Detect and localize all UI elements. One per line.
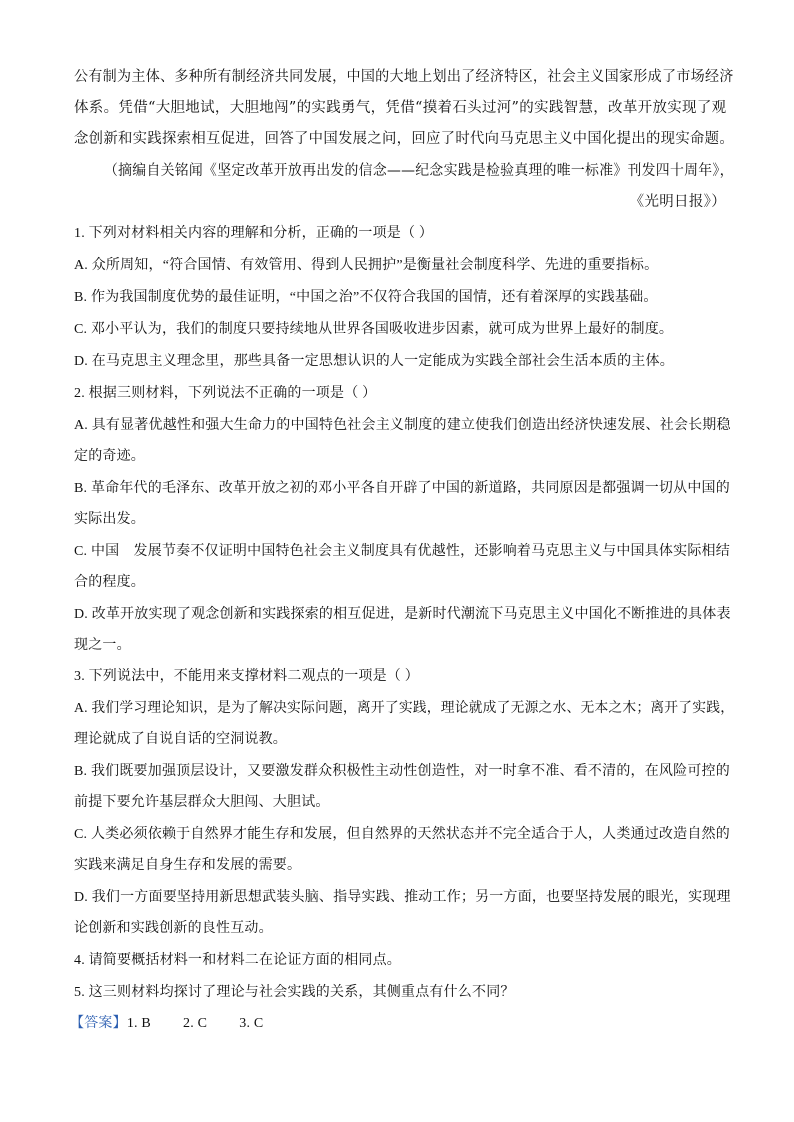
question-5-stem: 5. 这三则材料均探讨了理论与社会实践的关系，其侧重点有什么不同？ xyxy=(74,985,515,1000)
passage-line-3: 念创新和实践探索相互促进，回答了中国发展之问，回应了时代向马克思主义中国化提出的现实命题。 xyxy=(74,131,735,147)
question-3-option-b: B. 我们既要加强顶层设计，又要激发群众积极性主动性创造性，对一时拿不准、看不清的，在风险可控的 xyxy=(74,764,730,779)
question-1-option-b: B. 作为我国制度优势的最佳证明，“中国之治”不仅符合我国的国情，还有着深厚的实践基础。 xyxy=(74,290,658,305)
source-citation-line-1: （摘编自关铭闻《坚定改革开放再出发的信念——纪念实践是检验真理的唯一标准》刊发四十周年》， xyxy=(104,163,734,179)
question-2-option-a-cont: 定的奇迹。 xyxy=(74,449,145,464)
question-3-stem: 3. 下列说法中，不能用来支撑材料二观点的一项是（ ） xyxy=(74,669,419,684)
question-3-option-c: C. 人类必须依赖于自然界才能生存和发展，但自然界的天然状态并不完全适合于人，人类通过改造自然的 xyxy=(74,827,730,842)
question-3-option-a: A. 我们学习理论知识，是为了解决实际问题，离开了实践，理论就成了无源之水、无本之木；离开了实践， xyxy=(74,701,735,716)
question-2-option-d: D. 改革开放实现了观念创新和实践探索的相互促进，是新时代潮流下马克思主义中国化不断推进的具体表 xyxy=(74,607,731,622)
question-3-option-d: D. 我们一方面要坚持用新思想武装头脑、指导实践、推动工作；另一方面，也要坚持发展的眼光，实现理 xyxy=(74,890,731,905)
question-4-stem: 4. 请简要概括材料一和材料二在论证方面的相同点。 xyxy=(74,953,401,968)
question-2-stem: 2. 根据三则材料，下列说法不正确的一项是（ ） xyxy=(74,386,377,401)
source-citation-line-2: 《光明日报》） xyxy=(629,194,726,210)
question-2-option-b-cont: 实际出发。 xyxy=(74,512,145,527)
question-1-stem: 1. 下列对材料相关内容的理解和分析，正确的一项是（ ） xyxy=(74,226,434,241)
answer-label: 【答案】 xyxy=(70,1016,127,1031)
question-1-option-d: D. 在马克思主义理念里，那些具备一定思想认识的人一定能成为实践全部社会生活本质的主体。 xyxy=(74,354,674,369)
question-3-option-b-cont: 前提下要允许基层群众大胆闯、大胆试。 xyxy=(74,795,330,810)
question-2-option-a: A. 具有显著优越性和强大生命力的中国特色社会主义制度的建立使我们创造出经济快速发展、社会长期稳 xyxy=(74,418,731,433)
question-2-option-c-cont: 合的程度。 xyxy=(74,575,145,590)
question-3-option-d-cont: 论创新和实践创新的良性互动。 xyxy=(74,921,273,936)
question-1-option-a: A. 众所周知，“符合国情、有效管用、得到人民拥护”是衡量社会制度科学、先进的重要指标。 xyxy=(74,258,659,273)
answer-text: 1. B 2. C 3. C xyxy=(126,1016,264,1031)
question-2-option-c: C. 中国 发展节奏不仅证明中国特色社会主义制度具有优越性，还影响着马克思主义与中国具体实际相结 xyxy=(74,544,730,559)
passage-line-2: 体系。凭借“大胆地试，大胆地闯”的实践勇气，凭借“摸着石头过河”的实践智慧，改革开放实现了观 xyxy=(74,100,727,116)
question-2-option-b: B. 革命年代的毛泽东、改革开放之初的邓小平各自开辟了中国的新道路，共同原因是都强调一切从中国的 xyxy=(74,481,730,496)
answer-line xyxy=(70,1015,263,1033)
question-3-option-c-cont: 实践来满足自身生存和发展的需要。 xyxy=(74,858,302,873)
question-2-option-d-cont: 现之一。 xyxy=(74,638,131,653)
question-3-option-a-cont: 理论就成了自说自话的空洞说教。 xyxy=(74,732,287,747)
question-1-option-c: C. 邓小平认为，我们的制度只要持续地从世界各国吸收进步因素，就可成为世界上最好的制度。 xyxy=(74,322,674,337)
passage-line-1: 公有制为主体、多种所有制经济共同发展，中国的大地上划出了经济特区，社会主义国家形成了市场经济 xyxy=(74,69,734,85)
